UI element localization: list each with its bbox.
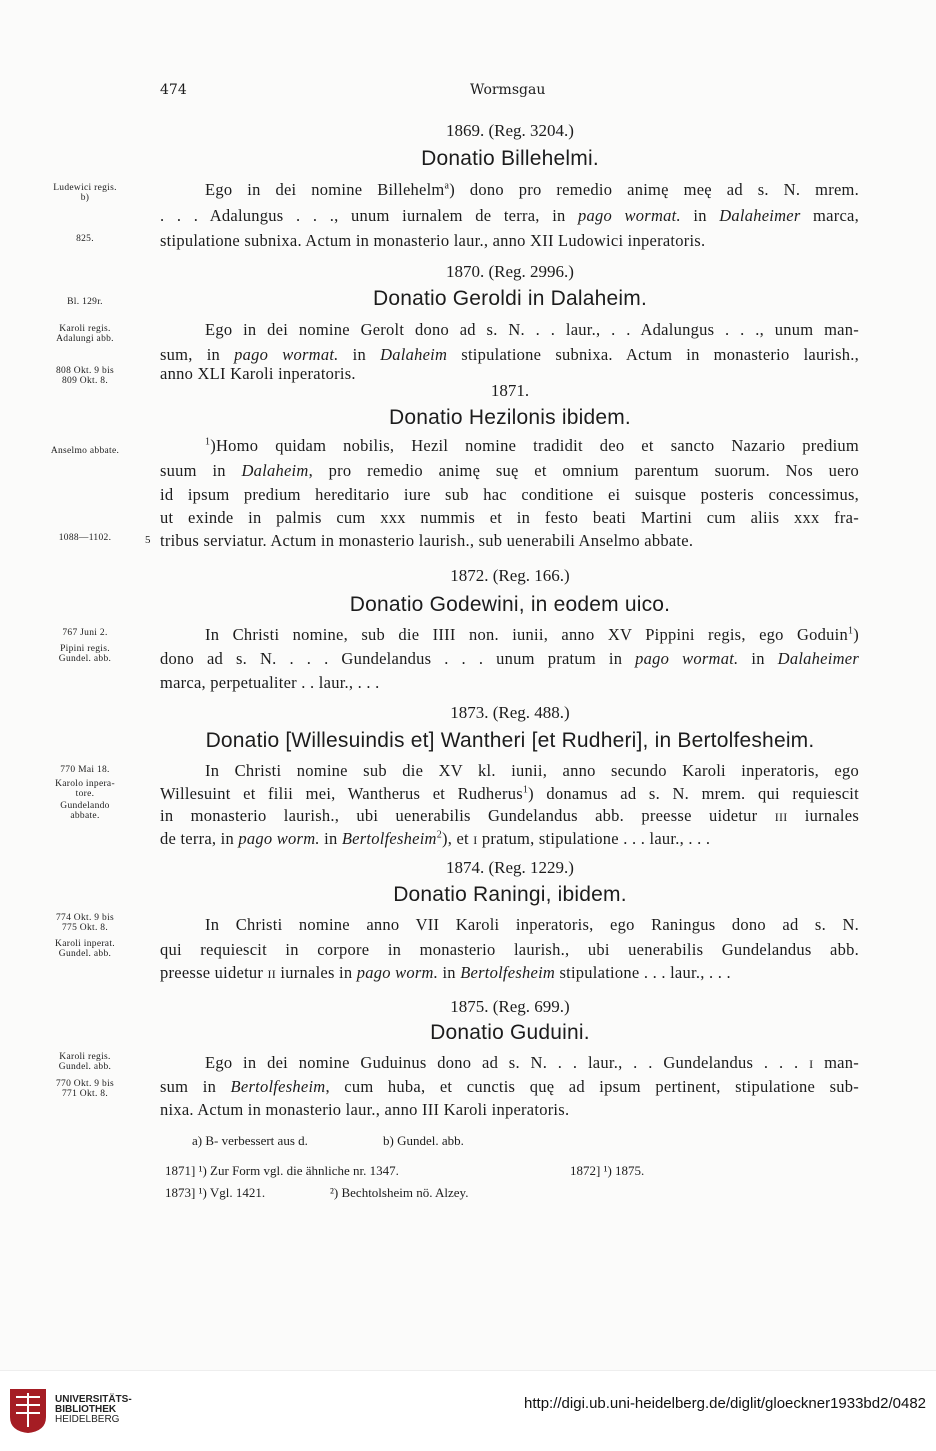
text-line: tribus serviatur. Actum in monasterio laurish., sub uenerabili Anselmo abbate.: [160, 531, 694, 550]
text-line: In Christi nomine anno VII Karoli inperatoris, ego Raningus dono ad s. N.: [205, 915, 859, 934]
text-line: Ego in dei nomine Gerolt dono ad s. N. . . laur., . . Adalungus . . ., unum man-: [205, 320, 859, 339]
margin-note: 809 Okt. 8.: [61, 376, 109, 386]
text-line: . . . Adalungus . . ., unum iurnalem de terra, in pago wormat. in Dalaheimer marca,: [160, 206, 859, 225]
footnote: 1871] ¹) Zur Form vgl. die ähnliche nr. 1347.: [165, 1163, 399, 1178]
entry-number: 1870. (Reg. 2996.): [446, 262, 574, 281]
footnote: 1872] ¹) 1875.: [570, 1163, 645, 1178]
text-line: Willesuint et filii mei, Wantherus et Rudherus$^1$) donamus ad s. N. mrem. qui requiescit: [160, 784, 859, 803]
margin-note: 774 Okt. 9 bis: [55, 913, 115, 923]
margin-note: Adalungi abb.: [56, 334, 114, 344]
text-line: anno XLI Karoli inperatoris.: [160, 364, 356, 383]
text-line: $^1$)Homo quidam nobilis, Hezil nomine tradidit deo et sancto Nazario predium: [205, 436, 859, 455]
text-line: dono ad s. N. . . . Gundelandus . . . unum pratum in pago wormat. in Dalaheimer: [160, 649, 859, 668]
footnote: b) Gundel. abb.: [383, 1133, 464, 1148]
text-line: marca, perpetualiter . . laur., . . .: [160, 673, 380, 692]
text-line: stipulatione subnixa. Actum in monasterio laur., anno XII Ludowici inperatoris.: [160, 231, 706, 250]
margin-note: 1088—1102.: [58, 533, 112, 543]
entry-title: Donatio Guduini.: [430, 1021, 590, 1044]
margin-note: Gundel. abb.: [58, 1062, 112, 1072]
library-name: [55, 1395, 132, 1425]
text-line: qui requiescit in corpore in monasterio laurish., ubi uenerabilis Gundelandus abb.: [160, 940, 859, 959]
margin-note: Pipini regis.: [60, 644, 110, 654]
entry-title: Donatio [Willesuindis et] Wantheri [et Rudheri], in Bertolfesheim.: [205, 729, 815, 752]
running-title: Wormsgau: [470, 82, 546, 98]
entry-title: Donatio Hezilonis ibidem.: [389, 406, 631, 429]
margin-note: Karolo inpera-: [55, 779, 115, 789]
text-line: sum in Bertolfesheim, cum huba, et cunctis quę ad ipsum pertinent, stipulatione sub-: [160, 1077, 859, 1096]
page-number: 474: [160, 82, 187, 98]
source-url-link[interactable]: http://digi.ub.uni-heidelberg.de/diglit/gloeckner1933bd2/0482: [524, 1395, 926, 1412]
entry-number: 1869. (Reg. 3204.): [446, 121, 574, 140]
text-line: in monasterio laurish., ubi uenerabilis Gundelandus abb. preesse uidetur iii iurnales: [160, 806, 860, 825]
margin-note: Gundelando: [60, 801, 110, 811]
text-line: ut exinde in palmis cum xxx nummis et in festo beati Martini cum aliis xxx fra-: [160, 508, 859, 527]
margin-note: 771 Okt. 8.: [61, 1089, 109, 1099]
entry-title: Donatio Raningi, ibidem.: [393, 883, 627, 906]
margin-note: Ludewici regis.: [53, 183, 117, 193]
footnote: ²) Bechtolsheim nö. Alzey.: [330, 1185, 469, 1200]
text-line: Ego in dei nomine Guduinus dono ad s. N. . . laur., . . Gundelandus . . . i man-: [205, 1053, 859, 1072]
text-line: sum, in pago wormat. in Dalaheim stipulatione subnixa. Actum in monasterio laurish.,: [160, 345, 859, 364]
footer-bar: [0, 1370, 936, 1451]
margin-note: tore.: [75, 789, 95, 799]
footnote: a) B- verbessert aus d.: [192, 1133, 308, 1148]
text-line: Ego in dei nomine Billehelm$^a$) dono pro remedio animę meę ad s. N. mrem.: [205, 180, 859, 199]
margin-note: 770 Okt. 9 bis: [55, 1079, 115, 1089]
text-line: de terra, in pago worm. in Bertolfesheim$^2$), et i pratum, stipulatione . . . laur., . . .: [160, 829, 711, 848]
entry-number: 1872. (Reg. 166.): [450, 566, 570, 585]
library-name-line: UNIVERSITÄTS-: [55, 1394, 132, 1405]
text-line: suum in Dalaheim, pro remedio animę suę et omnium parentum suorum. Nos uero: [160, 461, 859, 480]
library-name-line: BIBLIOTHEK: [55, 1404, 117, 1415]
entry-title: Donatio Billehelmi.: [421, 147, 599, 170]
text-line: In Christi nomine sub die XV kl. iunii, anno secundo Karoli inperatoris, ego: [205, 761, 859, 780]
margin-note: 808 Okt. 9 bis: [55, 366, 115, 376]
text-line: In Christi nomine, sub die IIII non. iunii, anno XV Pippini regis, ego Goduin$^1$): [205, 625, 859, 644]
margin-note: 775 Okt. 8.: [61, 923, 109, 933]
margin-note: 767 Juni 2.: [62, 628, 108, 638]
entry-number: 1874. (Reg. 1229.): [446, 858, 574, 877]
line-number: 5: [145, 534, 151, 546]
margin-note: 825.: [76, 234, 94, 244]
text-line: preesse uidetur ii iurnales in pago worm. in Bertolfesheim stipulatione . . . laur., . . .: [160, 963, 731, 982]
text-line: id ipsum predium hereditario iure sub hac conditione ei suisque posteris concessimus,: [160, 485, 859, 504]
margin-note: Bl. 129r.: [67, 297, 103, 307]
margin-note: Gundel. abb.: [58, 949, 112, 959]
text-line: nixa. Actum in monasterio laur., anno III Karoli inperatoris.: [160, 1100, 570, 1119]
margin-note: b): [80, 193, 90, 203]
entry-title: Donatio Godewini, in eodem uico.: [349, 593, 671, 616]
entry-title: Donatio Geroldi in Dalaheim.: [372, 287, 648, 310]
library-name-line: HEIDELBERG: [55, 1414, 120, 1425]
margin-note: Anselmo abbate.: [50, 446, 120, 456]
margin-note: Karoli inperat.: [55, 939, 115, 949]
entry-number: 1875. (Reg. 699.): [450, 997, 570, 1016]
margin-note: Gundel. abb.: [58, 654, 112, 664]
entry-number: 1871.: [490, 381, 530, 400]
margin-note: abbate.: [70, 811, 100, 821]
margin-note: Karoli regis.: [59, 324, 111, 334]
library-logo-icon: [8, 1387, 48, 1435]
entry-number: 1873. (Reg. 488.): [450, 703, 570, 722]
footnote: 1873] ¹) Vgl. 1421.: [165, 1185, 266, 1200]
margin-note: Karoli regis.: [59, 1052, 111, 1062]
margin-note: 770 Mai 18.: [60, 765, 110, 775]
